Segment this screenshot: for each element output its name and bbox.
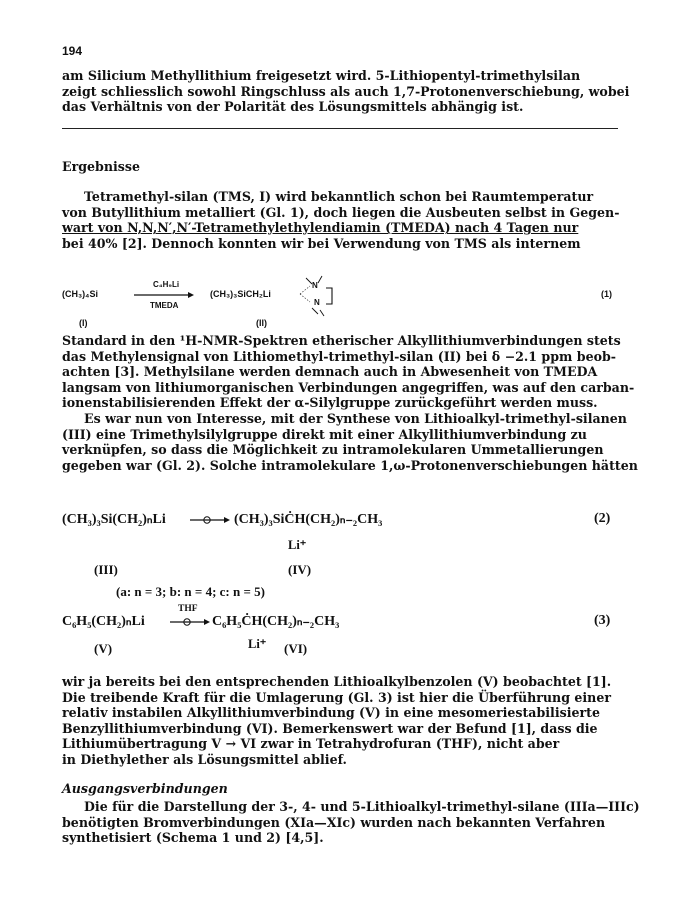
text-line: ionenstabilisierenden Effekt der α-Silylgruppe zurückgeführt werden muss.: [62, 395, 598, 411]
text-line: Benzyllithiumverbindung (VI). Bemerkenswert war der Befund [1], dass die: [62, 720, 598, 736]
text-line: benötigten Bromverbindungen (XIa—XIc) wurden nach bekannten Verfahren: [62, 814, 606, 830]
text-line: Standard in den ¹H-NMR-Spektren etherischer Alkyllithiumverbindungen stets: [62, 333, 621, 348]
text-line: gegeben war (Gl. 2). Solche intramolekulare 1,ω-Protonenverschiebungen hätten: [62, 457, 638, 473]
equation-3-arrow: [170, 617, 210, 629]
equation-1-reagent-bottom: TMEDA: [150, 301, 179, 310]
equation-1-number: (1): [601, 289, 612, 299]
equation-1-n-bottom: N: [314, 298, 320, 307]
equation-3-label-left: (V): [94, 641, 113, 656]
equation-3-number: (3): [594, 613, 611, 628]
text-line: Lithiumübertragung V → VI zwar in Tetrahydrofuran (THF), nicht aber: [62, 736, 560, 752]
intro-paragraph: [62, 68, 630, 115]
text-line: am Silicium Methyllithium freigesetzt wird. 5-Lithiopentyl-trimethylsilan: [62, 68, 581, 83]
equation-1-label-product: (II): [256, 318, 267, 328]
text-line: verknüpfen, so dass die Möglichkeit zu intramolekularen Ummetallierungen: [62, 442, 604, 458]
text-line: synthetisiert (Schema 1 und 2) [4,5].: [62, 830, 324, 846]
results-paragraph: [62, 189, 618, 251]
equation-1-label-reactant: (I): [79, 318, 88, 328]
equation-3-left: C₆H₅(CH₂)ₙLi: [62, 614, 145, 629]
text-line-underlined: wart von N,N,N′,N′-Tetramethylethylendiamin (TMEDA) nach 4 Tagen nur: [62, 220, 579, 236]
text-line: bei 40% [2]. Dennoch konnten wir bei Verwendung von TMS als internem: [62, 235, 581, 251]
text-line: Tetramethyl-silan (TMS, I) wird bekanntlich schon bei Raumtemperatur: [84, 189, 594, 204]
tmeda-chelate-bracket: [300, 270, 350, 320]
equation-2-left: (CH₃)₃Si(CH₂)ₙLi: [62, 512, 166, 527]
text-line: langsam von lithiumorganischen Verbindungen angegriffen, was auf den carban-: [62, 379, 635, 395]
equation-3-right: C₆H₅ĊH(CH₂)ₙ₋₂CH₃: [212, 614, 340, 629]
equation-2-number: (2): [594, 511, 611, 526]
equation-2-right: (CH₃)₃SiĊH(CH₂)ₙ₋₂CH₃: [234, 512, 383, 527]
text-line: das Methylensignal von Lithiomethyl-trimethyl-silan (II) bei δ −2.1 ppm beob-: [62, 348, 617, 364]
equation-2-label-left: (III): [94, 562, 118, 577]
equation-1-reactant: (CH₃)₄Si: [62, 289, 98, 299]
equation-1-n-top: N: [312, 281, 318, 290]
equation-2-conditions: (a: n = 3; b: n = 4; c: n = 5): [116, 584, 265, 599]
section-heading-results: Ergebnisse: [62, 159, 140, 174]
text-line: Es war nun von Interesse, mit der Synthese von Lithioalkyl-trimethyl-silanen: [84, 410, 627, 426]
text-line: achten [3]. Methylsilane werden demnach auch in Abwesenheit von TMEDA: [62, 364, 598, 380]
equation-3-counterion: Li⁺: [248, 637, 267, 651]
text-line: Die für die Darstellung der 3-, 4- und 5-Lithioalkyl-trimethyl-silane (IIIa—IIIc): [84, 799, 640, 814]
equation-2-label-right: (IV): [288, 562, 312, 577]
closing-paragraph: [62, 674, 618, 768]
equation-3-label-right: (VI): [284, 641, 308, 656]
text-line: relativ instabilen Alkyllithiumverbindung (V) in eine mesomeriestabilisierte: [62, 705, 600, 721]
equation-1-arrow: [134, 291, 194, 299]
final-paragraph: [62, 799, 640, 846]
section-heading-starting-compounds: Ausgangsverbindungen: [62, 781, 228, 796]
equation-2-counterion: Li⁺: [288, 538, 307, 552]
text-line: das Verhältnis von der Polarität des Lösungsmittels abhängig ist.: [62, 99, 524, 115]
equation-3-reagent-top: THF: [178, 604, 198, 614]
equation-2-arrow: [190, 515, 230, 527]
text-line: von Butyllithium metalliert (Gl. 1), doch liegen die Ausbeuten selbst in Gegen-: [62, 204, 620, 220]
page-number: 194: [62, 44, 83, 58]
text-line: (III) eine Trimethylsilylgruppe direkt mit einer Alkyllithiumverbindung zu: [62, 426, 587, 442]
section-divider: [62, 128, 618, 129]
text-line: wir ja bereits bei den entsprechenden Lithioalkylbenzolen (V) beobachtet [1].: [62, 674, 612, 689]
equation-1-reagent-top: C₄H₉Li: [153, 280, 180, 289]
text-line: in Diethylether als Lösungsmittel ablief.: [62, 751, 347, 767]
text-line: Die treibende Kraft für die Umlagerung (Gl. 3) ist hier die Überführung einer: [62, 689, 611, 705]
equation-1-product: (CH₃)₃SiCH₂Li: [210, 289, 271, 299]
text-line: zeigt schliesslich sowohl Ringschluss als auch 1,7-Protonenverschiebung, wobei: [62, 83, 630, 99]
middle-paragraph: [62, 333, 638, 473]
